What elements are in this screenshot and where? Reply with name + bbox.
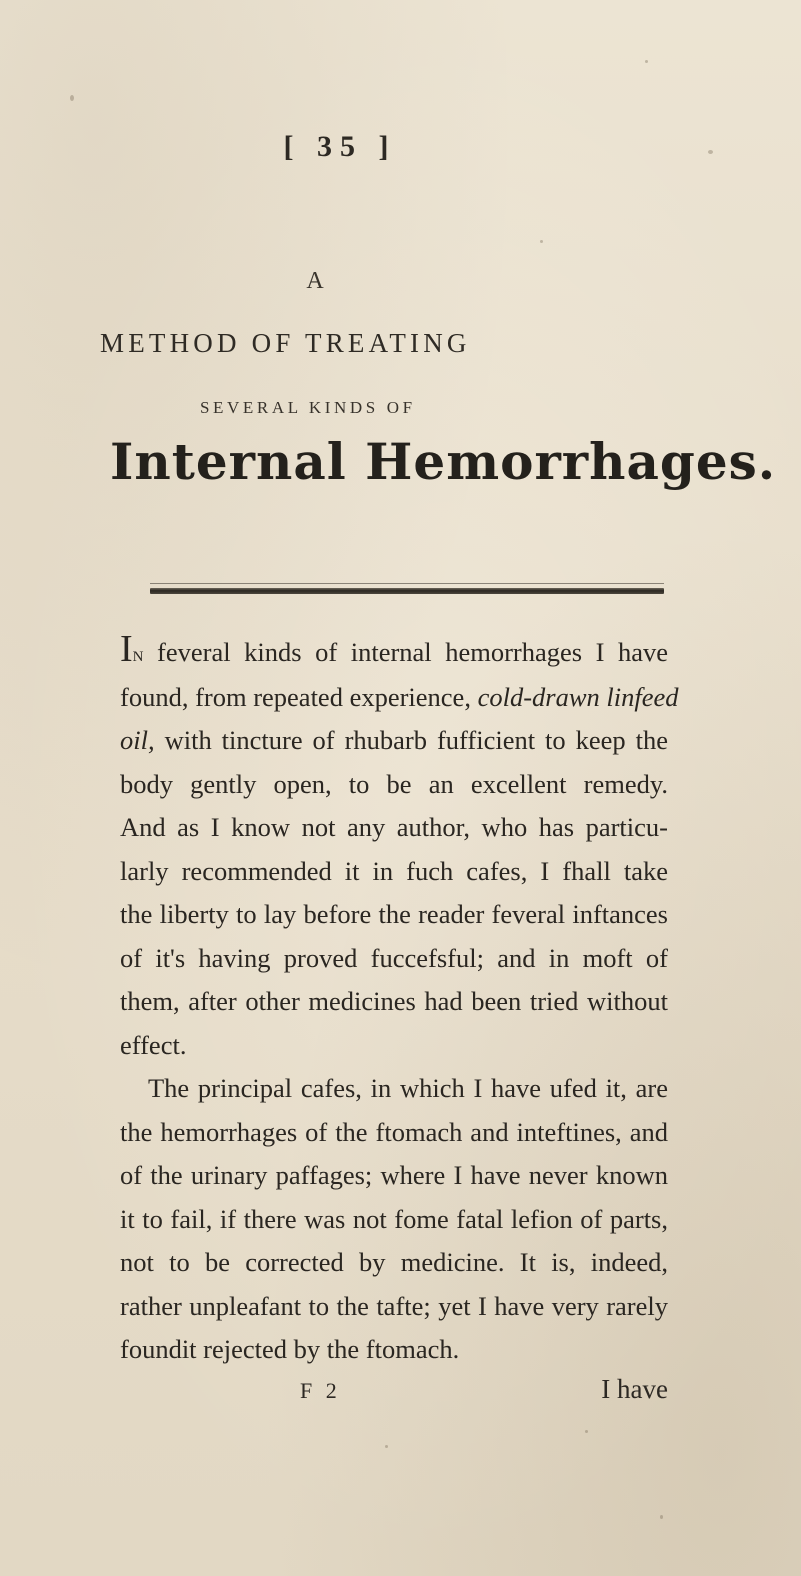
italic-text: oil, (120, 725, 155, 755)
text-line: the hemorrhages of the ftomach and inteftines, and (120, 1116, 668, 1147)
text-line: rather unpleafant to the tafte; yet I have very rarely (120, 1290, 668, 1321)
text-line: foundit rejected by the ftomach. (120, 1334, 460, 1364)
text-line: effect. (120, 1029, 187, 1060)
paper-speck (385, 1445, 388, 1448)
text-line (120, 630, 668, 676)
small-caps-text: n (132, 641, 144, 666)
paper-speck (70, 95, 74, 101)
text-line (120, 719, 668, 763)
paragraph-2 (120, 1067, 668, 1372)
italic-text: cold-drawn linfeed (477, 681, 679, 712)
title-rule (150, 588, 664, 594)
text-line: it to fail, if there was not fome fatal lefion of parts, (120, 1203, 668, 1234)
drop-cap: I (120, 628, 133, 670)
text-line: of it's having proved fuccefsful; and in moft of (120, 942, 668, 973)
paper-speck (708, 150, 713, 154)
paper-speck (540, 240, 543, 243)
text-line: not to be corrected by medicine. It is, indeed, (120, 1247, 668, 1277)
title-subtitle: SEVERAL KINDS OF (200, 398, 416, 417)
paper-speck (585, 1430, 588, 1433)
paper-speck (660, 1515, 663, 1519)
title-article: A (306, 268, 324, 294)
text-line: of the urinary paffages; where I have never known (120, 1160, 668, 1190)
body-text (120, 628, 679, 1372)
text-span: with tincture of rhubarb fufficient to keep the (154, 725, 668, 755)
text-line: the liberty to lay before the reader feveral inftances (120, 899, 668, 929)
text-line (120, 676, 679, 720)
signature-mark: F 2 (300, 1378, 341, 1403)
paragraph-1 (120, 628, 679, 1067)
text-line: The principal cafes, in which I have ufed it, are (148, 1073, 668, 1103)
text-line: them, after other medicines had been tried without (120, 986, 668, 1016)
text-line: body gently open, to be an excellent remedy. (120, 768, 668, 799)
text-line: And as I know not any author, who has particu- (120, 812, 668, 842)
title-main: METHOD OF TREATING (100, 328, 471, 358)
title-rule-thin (150, 583, 664, 584)
paper-speck (645, 60, 648, 63)
catchword: I have (601, 1374, 668, 1404)
text-span: found, from repeated experience, (120, 681, 478, 712)
title-blackletter: Internal Hemorrhages. (110, 432, 777, 491)
text-span: feveral kinds of internal hemorrhages I have (143, 637, 668, 667)
page-number: [ 35 ] (283, 130, 397, 163)
text-line: larly recommended it in fuch cafes, I fhall take (120, 855, 668, 886)
